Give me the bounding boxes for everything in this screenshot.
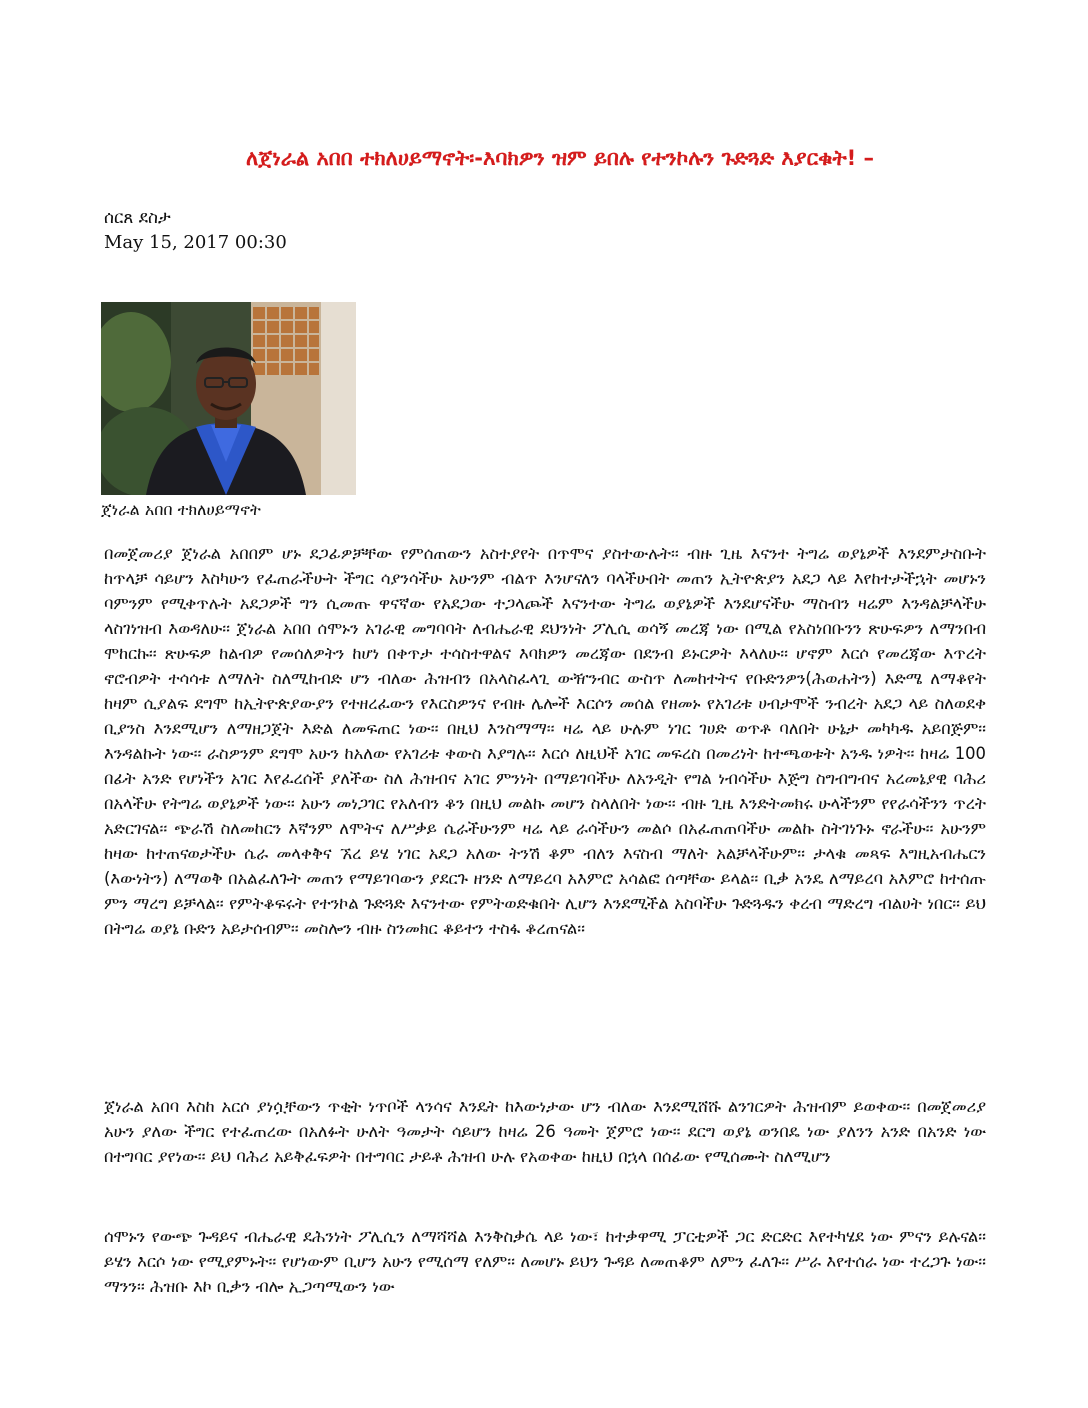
photo-caption: ጀነራል አበበ ተክለሀይማኖት xyxy=(101,500,261,519)
publish-date: May 15, 2017 00:30 xyxy=(104,232,287,253)
author-photo xyxy=(101,302,356,495)
paragraph-2: ጀነራል አበባ እስከ አርሶ ያነሷቸውን ጥቂት ነጥቦች ላንሳና እንዴት ከእውነታው ሆን ብለው እንደሚሸሹ ልንገርዎት ሕዝብም ይወቀው፡፡ በመጀመሪያ አሁን ያለው ችግር የተፈጠረው በአለፉት ሁለት ዓመታት ሳይሆን ከዛሬ 26 ዓመት ጀምሮ ነው፡፡ ደርግ ወያኔ ወንበዴ ነው ያለንን አንድ በአንድ ነው በተግባር ያየነው፡፡ ይህ ባሕሪ አይቅፈፍዎት በተግባር ታይቶ ሕዝብ ሁሉ የአወቀው ከዚህ በኋላ በሰፊው የሚሰሙት ስለሚሆን xyxy=(104,1097,986,1166)
author-name: ሰርጸ ደስታ xyxy=(104,208,171,228)
paragraph-3: ሰሞኑን የውጭ ጉዳይና ብሔራዊ ደሕንነት ፖሊሲን ለማሻሻል እንቅስቃሴ ላይ ነው፣ ከተቃዋሚ ፓርቲዎች ጋር ድርድር እየተካሄደ ነው ምናን ይሉናል፡፡ ይሄን እርሶ ነው የሚያምኑት፡፡ የሆነውም ቢሆን አሁን የሚሰማ የለም፡፡ ለመሆኑ ይህን ጉዳይ ለመጠቆም ለምን ፈለጉ፡፡ ሥራ እየተሰራ ነው ተረጋጉ ነው፡፡ ማንን፡፡ ሕዝቡ እኮ ቢቃን ብሎ ኢጋጣሚውን ነው xyxy=(104,1227,986,1296)
paragraph-1: በመጀመሪያ ጀነራል አበበም ሆኑ ደጋፊዎቻቸው የምሰጠውን አስተያየት በጥሞና ያስተውሉት፡፡ ብዙ ጊዜ እናንተ ትግሬ ወያኔዎች እንደምታስቡት ከጥላቻ ሳይሆን እስካሁን የፈጠራችሁት ችግር ሳያንሳችሁ አሁንም ብልጥ እንሆናለን ባላችሁበት መጠን ኢትዮጵያን አደጋ ላይ እየከተታችኋት መሆኑን ባምንም የሚቀጥሉት አደጋዎች ግን ሲመጡ ዋናኛው የአደጋው ተጋላጮች እናንተው ትግሬ ወያኔዎች እንደሆናችሁ ማስብን ዛሬም እንዳልቻላችሁ ላስገነዝብ እወዳለሁ፡፡ ጀነራል አበበ ሰሞኑን አገራዊ መግባባት ለብሔራዊ ደህንነት ፖሊሲ ወሳኝ መረጃ ነው በሚል የአስነበቡንን ጽሁፍዎን ለማንበብ ሞከርኩ፡፡ ጽሁፍዎ ከልብዎ የመሰለዎትን ከሆነ በቀጥታ ተሳስተዋልና እባክዎን መረጃው በደንብ ይኑርዎት እላለሁ፡፡ ሆኖም እርሶ የመረጃው እጥረት ኖሮብዎት ተሳሳቱ ለማለት ስለሚከብድ ሆን ብለው ሕዝብን በአላስፈላጊ ውዥንብር ውስጥ ለመከተትና የቡድንዎን(ሕወሐትን) እድሜ ለማቆየት ከዛም ሲያልፍ ደግሞ ከኢትዮጵያውያን የተዘረፈውን የእርስዎንና የብዙ ሌሎች እርሶን መሰል የዘመኑ የአገሪቱ ሀብታሞች ንብረት አደጋ ላይ ስለወደቀ ቢያንስ እንደሚሆን ለማዘጋጀት እድል ለመፍጠር ነው፡፡ በዚህ እንስማማ፡፡ ዛሬ ላይ ሁሉም ነገር ገሀድ ወጥቶ ባለበት ሁኔታ መካካዱ አይበጅም፡፡ እንዳልኩት ነው፡፡ ራስዎንም ደግሞ አሁን ከአለው የአገሪቱ ቀውስ እያግሉ፡፡ እርሶ ለዚህች አገር መፍረስ በመሪነት ከተጫወቱት አንዱ ነዎት፡፡ ከዛሬ 100 በፊት አንድ የሆነችን አገር እየፈረሰች ያለችው ስለ ሕዝብና አገር ምንነት በማይገባችሁ ለአንዲት የግል ነብሳችሁ እጅግ ስግብግብና አረመኔያዊ ባሕሪ በአላችሁ የትግሬ ወያኔዎች ነው፡፡ አሁን መነጋገር የአለብን ቆን በዚህ መልኩ መሆን ስላለበት ነው፡፡ ብዙ ጊዜ እንድትመክሩ ሁላችንም የየራሳችንን ጥረት አድርገናል፡፡ ጭራሽ ስለመከርን እኛንም ለሞትና ለሥቃይ ሴራችሁንም ዛሬ ላይ ራሳችሁን መልሶ በአፈጠጠባችሁ መልኩ ስትገነጉኑ ኖራችሁ፡፡ አሁንም ከዛው ከተጠናወታችሁ ሴራ መላቀቅና ኧረ ይሄ ነገር አደጋ አለው ትንሽ ቆም ብለን እናስብ ማለት አልቻላችሁም፡፡ ታላቁ መጻፍ እግዚአብሔርን (እውነትን) ለማወቅ በአልፈለጉት መጠን የማይገባውን ያደርጉ ዘንድ ለማይረባ አእምሮ አሳልፎ ሰጣቸው ይላል፡፡ ቢቃ አንዴ ለማይረባ አእምሮ ከተሰጡ ምን ማረግ ይቻላል፡፡ የምትቆፍሩት የተንኮል ጉድጓድ እናንተው የምትወድቁበት ሊሆን እንደሚችል አስባችሁ ጉድጓዱን ቀረብ ማድረግ ብልሀት ነበር፡፡ ይህ በትግሬ ወያኔ ቡድን አይታሰብም፡፡ መስሎን ብዙ ስንመክር ቆይተን ተስፋ ቆረጠናል፡፡ xyxy=(104,544,986,938)
article-title: ለጀነራል አበበ ተክለሀይማኖት፡-እባክዎን ዝም ይበሉ የተንኮሉን ጉድጓድ እያርቁት! – xyxy=(245,146,875,170)
